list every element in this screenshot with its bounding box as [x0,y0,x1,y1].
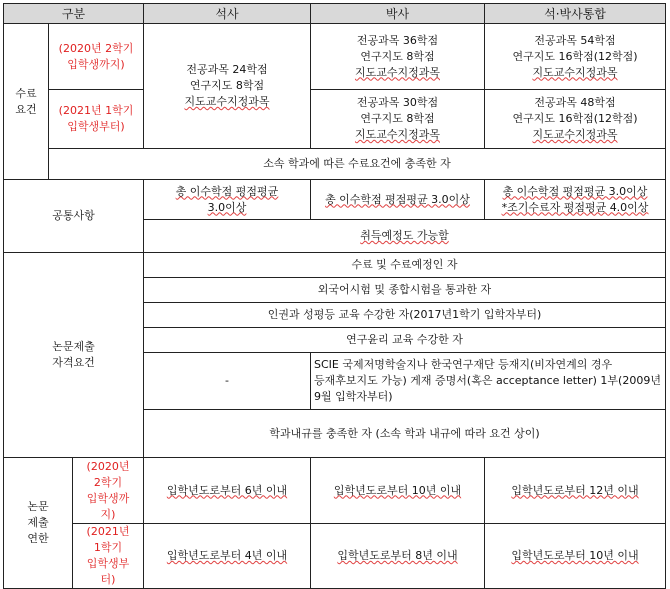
completion-row-2021 [4,90,666,149]
common-note: 취득예정도 가능함 [144,220,666,253]
header-row [4,4,666,24]
common-integrated: 총 이수학점 평점평균 3.0이상 *조기수료자 평점평균 4.0이상 [485,180,666,220]
completion-cohort-2020: (2020년 2학기 입학생까지) [49,24,144,90]
thesis-masters-dash: - [144,353,311,410]
deadline-row-2021 [4,524,666,589]
common-masters: 총 이수학점 평점평균 3.0이상 [144,180,311,220]
deadline-row-2020 [4,458,666,524]
thesis-req6: 학과내규를 충족한 자 (소속 학과 내규에 따라 요건 상이) [144,410,666,458]
thesis-req4: 연구윤리 교육 수강한 자 [144,328,666,353]
thesis-qualification-label: 논문제출 자격요건 [4,253,144,458]
deadline-integrated-2020: 입학년도로부터 12년 이내 [485,458,666,524]
header-category: 구분 [4,4,144,24]
header-doctoral: 박사 [311,4,485,24]
completion-department-note: 소속 학과에 따른 수료요건에 충족한 자 [49,149,666,180]
deadline-masters-2021: 입학년도로부터 4년 이내 [144,524,311,589]
common-row [4,180,666,220]
deadline-integrated-2021: 입학년도로부터 10년 이내 [485,524,666,589]
header-masters: 석사 [144,4,311,24]
thesis-req5: SCIE 국제저명학술지나 한국연구재단 등재지(비자연계의 경우 등재후보지도 가능) 게재 증명서(혹은 acceptance letter) 1부(2009년 9월 입학자부터) [311,353,666,410]
deadline-cohort-2021: (2021년 1학기 입학생부 터) [73,524,144,589]
thesis-req3: 인권과 성평등 교육 수강한 자(2017년1학기 입학자부터) [144,303,666,328]
requirements-table [3,3,666,589]
deadline-masters-2020: 입학년도로부터 6년 이내 [144,458,311,524]
common-label: 공통사항 [4,180,144,253]
completion-note-row [4,149,666,180]
header-integrated: 석·박사통합 [485,4,666,24]
completion-label: 수료 요건 [4,24,49,180]
thesis-req2: 외국어시험 및 종합시험을 통과한 자 [144,278,666,303]
completion-doctoral-2021: 전공과목 30학점 연구지도 8학점 지도교수지정과목 [311,90,485,149]
completion-integrated-2021: 전공과목 48학점 연구지도 16학점(12학점) 지도교수지정과목 [485,90,666,149]
deadline-cohort-2020: (2020년 2학기 입학생까 지) [73,458,144,524]
completion-masters: 전공과목 24학점 연구지도 8학점 지도교수지정과목 [144,24,311,149]
common-doctoral: 총 이수학점 평점평균 3.0이상 [311,180,485,220]
completion-integrated-2020: 전공과목 54학점 연구지도 16학점(12학점) 지도교수지정과목 [485,24,666,90]
deadline-doctoral-2020: 입학년도로부터 10년 이내 [311,458,485,524]
completion-row-2020 [4,24,666,90]
thesis-req1-row [4,253,666,278]
deadline-label: 논문 제출 연한 [4,458,73,589]
deadline-doctoral-2021: 입학년도로부터 8년 이내 [311,524,485,589]
completion-doctoral-2020: 전공과목 36학점 연구지도 8학점 지도교수지정과목 [311,24,485,90]
thesis-req1: 수료 및 수료예정인 자 [144,253,666,278]
completion-cohort-2021: (2021년 1학기 입학생부터) [49,90,144,149]
